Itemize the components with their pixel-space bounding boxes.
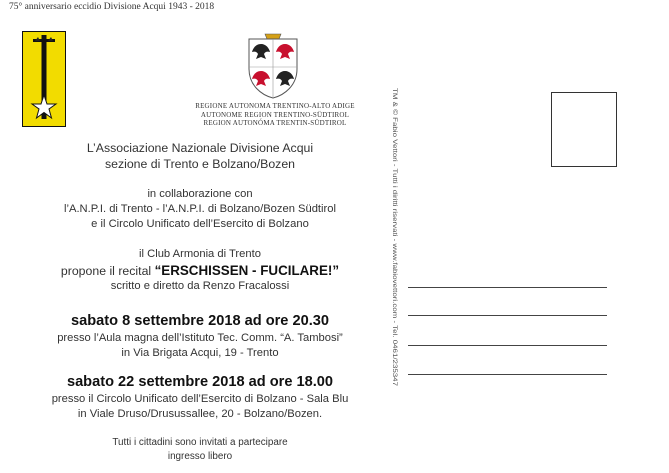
recital-prefix: propone il recital — [60, 264, 155, 278]
division-flag-icon — [22, 31, 66, 127]
free-entry-line: ingresso libero — [167, 451, 233, 462]
credit-vertical-text — [389, 88, 402, 388]
event1-venue: presso l’Aula magna dell’Istituto Tec. Comm. “A. Tambosi” — [57, 332, 343, 344]
credit-text: TM & © Fabio Vettori - Tutti i diritti riservati - www.fabiovettori.com - Tel. 0461/235347 — [391, 88, 398, 329]
event2-date: sabato 22 settembre 2018 ad ore 18.00 — [66, 374, 334, 390]
section-line: sezione di Trento e Bolzano/Bozen — [104, 157, 296, 171]
region-line-lad: REGION AUTONÓMA TRENTIN-SÜDTIROL — [203, 119, 347, 127]
coat-of-arms-icon — [243, 31, 303, 99]
recital-title: “ERSCHISSEN - FUCILARE!” — [154, 263, 340, 278]
anniversary-header: 75° anniversario eccidio Divisione Acqui 1943 - 2018 — [9, 2, 215, 12]
address-line — [408, 374, 607, 375]
recital-line — [40, 263, 360, 278]
collaboration-circolo: e il Circolo Unificato dell’Esercito di Bolzano — [91, 218, 309, 230]
address-line — [408, 315, 607, 316]
club-line: il Club Armonia di Trento — [139, 248, 261, 260]
association-line: L’Associazione Nazionale Divisione Acqui — [86, 141, 314, 155]
address-line — [408, 287, 607, 288]
region-name — [160, 102, 390, 128]
written-by-line: scritto e diretto da Renzo Fracalossi — [110, 280, 290, 292]
invitation-line: Tutti i cittadini sono invitati a partecipare — [112, 437, 288, 448]
collaboration-intro: in collaborazione con — [147, 188, 253, 200]
stamp-box — [551, 92, 617, 167]
event2-venue: presso il Circolo Unificato dell’Esercito di Bolzano - Sala Blu — [51, 393, 349, 405]
region-line-de: AUTONOME REGION TRENTINO-SÜDTIROL — [200, 110, 350, 119]
address-line — [408, 345, 607, 346]
region-line-it: REGIONE AUTONOMA TRENTINO-ALTO ADIGE — [195, 102, 355, 110]
collaboration-partners: l’A.N.P.I. di Trento - l’A.N.P.I. di Bolzano/Bozen Südtirol — [64, 203, 336, 215]
event2-address: in Viale Druso/Drusussallee, 20 - Bolzano/Bozen. — [77, 408, 323, 420]
event1-date: sabato 8 settembre 2018 ad ore 20.30 — [71, 313, 329, 329]
event1-address: in Via Brigata Acqui, 19 - Trento — [121, 347, 279, 359]
